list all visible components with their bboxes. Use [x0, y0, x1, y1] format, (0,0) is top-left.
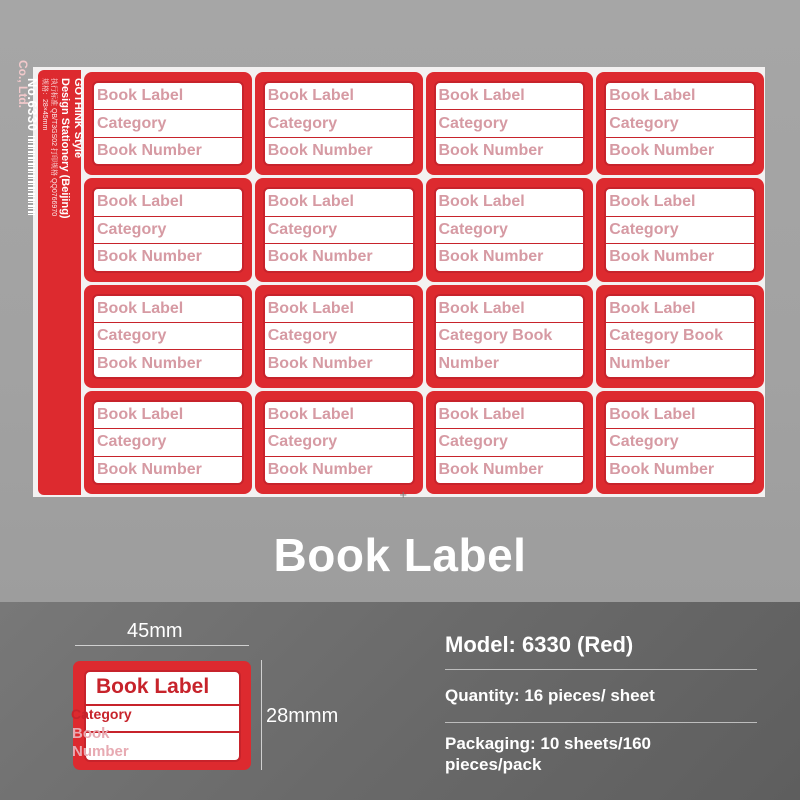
sticker-label-row: Book Number — [438, 248, 544, 266]
spec-quantity: Quantity: 16 pieces/ sheet — [445, 686, 655, 705]
sticker-label-row: Book Number — [267, 248, 373, 266]
sticker-label-inner — [263, 81, 415, 166]
sticker-label — [426, 391, 594, 494]
sticker-label-row: Category — [265, 323, 413, 350]
sticker-label — [596, 178, 764, 281]
sticker-label-row: Number — [438, 354, 499, 372]
sticker-label-row: Category — [606, 217, 754, 244]
sticker-label-row: Book Label — [94, 83, 242, 110]
sticker-label-row: Book Number — [609, 460, 715, 478]
sticker-label-inner — [92, 81, 244, 166]
sticker-label — [84, 178, 252, 281]
width-dimension: 45mm — [127, 620, 183, 642]
sticker-label-inner — [604, 187, 756, 272]
sample-book-number: Book Number — [72, 725, 129, 760]
sticker-label-row: Book Number — [97, 354, 202, 372]
label-grid — [84, 72, 764, 494]
sticker-label-row: Book Label — [265, 83, 413, 110]
sticker-label — [255, 72, 423, 175]
sticker-label-row: Book Label — [606, 189, 754, 216]
sticker-label-row: Book Label — [94, 189, 242, 216]
sticker-label-row: Book Number — [97, 142, 202, 160]
spec-divider-2 — [445, 722, 757, 723]
spec-model: Model: 6330 (Red) — [445, 632, 634, 657]
sticker-label — [596, 285, 764, 388]
barcode-icon — [28, 136, 35, 216]
sticker-label-row: Category — [606, 429, 754, 456]
sticker-label-inner — [434, 187, 586, 272]
sticker-label-inner — [604, 400, 756, 485]
sticker-label — [596, 72, 764, 175]
spine-brand: GOTHINK Style — [72, 78, 84, 159]
spec-packaging: Packaging: 10 sheets/160 pieces/pack — [445, 734, 652, 774]
sticker-label-row: Category — [94, 429, 242, 456]
sticker-label-row: Book Label — [94, 402, 242, 429]
sticker-label-row: Category — [94, 323, 242, 350]
sticker-label-row: Book Label — [265, 296, 413, 323]
sticker-label — [255, 285, 423, 388]
sticker-label-inner — [604, 81, 756, 166]
sticker-label-row: Book Number — [609, 248, 715, 266]
sticker-label — [84, 72, 252, 175]
sticker-label — [426, 285, 594, 388]
sticker-label-row: Category — [436, 429, 584, 456]
sticker-label-row: Book Label — [606, 402, 754, 429]
sticker-label-inner — [434, 400, 586, 485]
width-dimension-line — [75, 645, 249, 646]
sticker-label-row: Book Number — [438, 142, 544, 160]
sticker-label — [426, 72, 594, 175]
sticker-label-row: Book Label — [436, 83, 584, 110]
side-company-text: Co., Ltd. — [16, 60, 30, 108]
sticker-label-row: Category — [265, 217, 413, 244]
sticker-label-row: Book Label — [265, 189, 413, 216]
sticker-label-row: Category — [94, 217, 242, 244]
sticker-label — [84, 391, 252, 494]
spec-divider-1 — [445, 669, 757, 670]
sticker-label-row: Book Label — [606, 296, 754, 323]
spine-brand-2: Design Stationery (Beijing) — [59, 78, 71, 219]
sticker-label-inner — [92, 187, 244, 272]
sample-title: Book Label — [96, 675, 210, 698]
sticker-label-row: Book Label — [436, 189, 584, 216]
sticker-label — [84, 285, 252, 388]
sticker-label-row: Book Number — [609, 142, 715, 160]
sticker-label-row: Category — [94, 110, 242, 137]
spine-line-2: 规格：28×45mm — [41, 78, 48, 131]
sticker-label — [596, 391, 764, 494]
sticker-label-row: Book Label — [94, 296, 242, 323]
sticker-label-row: Book Label — [436, 296, 584, 323]
sticker-label-row: Category Book — [606, 323, 754, 350]
sticker-label-inner — [92, 400, 244, 485]
sample-category: Category — [71, 706, 132, 722]
sticker-label-row: Book Number — [267, 142, 373, 160]
sticker-label-inner — [434, 294, 586, 379]
height-dimension-line — [261, 660, 262, 770]
height-dimension: 28mmm — [266, 705, 339, 727]
sticker-label-inner — [92, 294, 244, 379]
spine-line-1: 执行标准 QB/T3GS02 打印规格 QQ0766970 — [50, 78, 57, 217]
sticker-label-row: Book Number — [438, 460, 544, 478]
sticker-label — [255, 178, 423, 281]
sticker-label-row: Book Label — [606, 83, 754, 110]
sticker-label-row: Category — [265, 110, 413, 137]
crosshair-mark: + — [399, 490, 408, 501]
page-title: Book Label — [273, 529, 527, 581]
sticker-label-row: Book Number — [97, 248, 202, 266]
sticker-label-row: Book Number — [267, 460, 373, 478]
spine-model-number: No.6330 — [25, 78, 40, 219]
sticker-label-inner — [263, 294, 415, 379]
sticker-label-row: Book Label — [265, 402, 413, 429]
sticker-label-row: Category — [606, 110, 754, 137]
sticker-label-inner — [434, 81, 586, 166]
sticker-label-row: Category Book — [436, 323, 584, 350]
sticker-label-row: Category — [436, 217, 584, 244]
sticker-label-row: Category — [265, 429, 413, 456]
sticker-label-row: Category — [436, 110, 584, 137]
sticker-label-inner — [263, 187, 415, 272]
sticker-label-row: Book Number — [97, 460, 202, 478]
spine-text — [25, 78, 84, 219]
sticker-label — [426, 178, 594, 281]
sticker-label-inner — [604, 294, 756, 379]
sticker-label-row: Number — [609, 354, 670, 372]
sticker-label-inner — [263, 400, 415, 485]
sticker-label-row: Book Label — [436, 402, 584, 429]
sticker-label-row: Book Number — [267, 354, 373, 372]
sticker-label — [255, 391, 423, 494]
